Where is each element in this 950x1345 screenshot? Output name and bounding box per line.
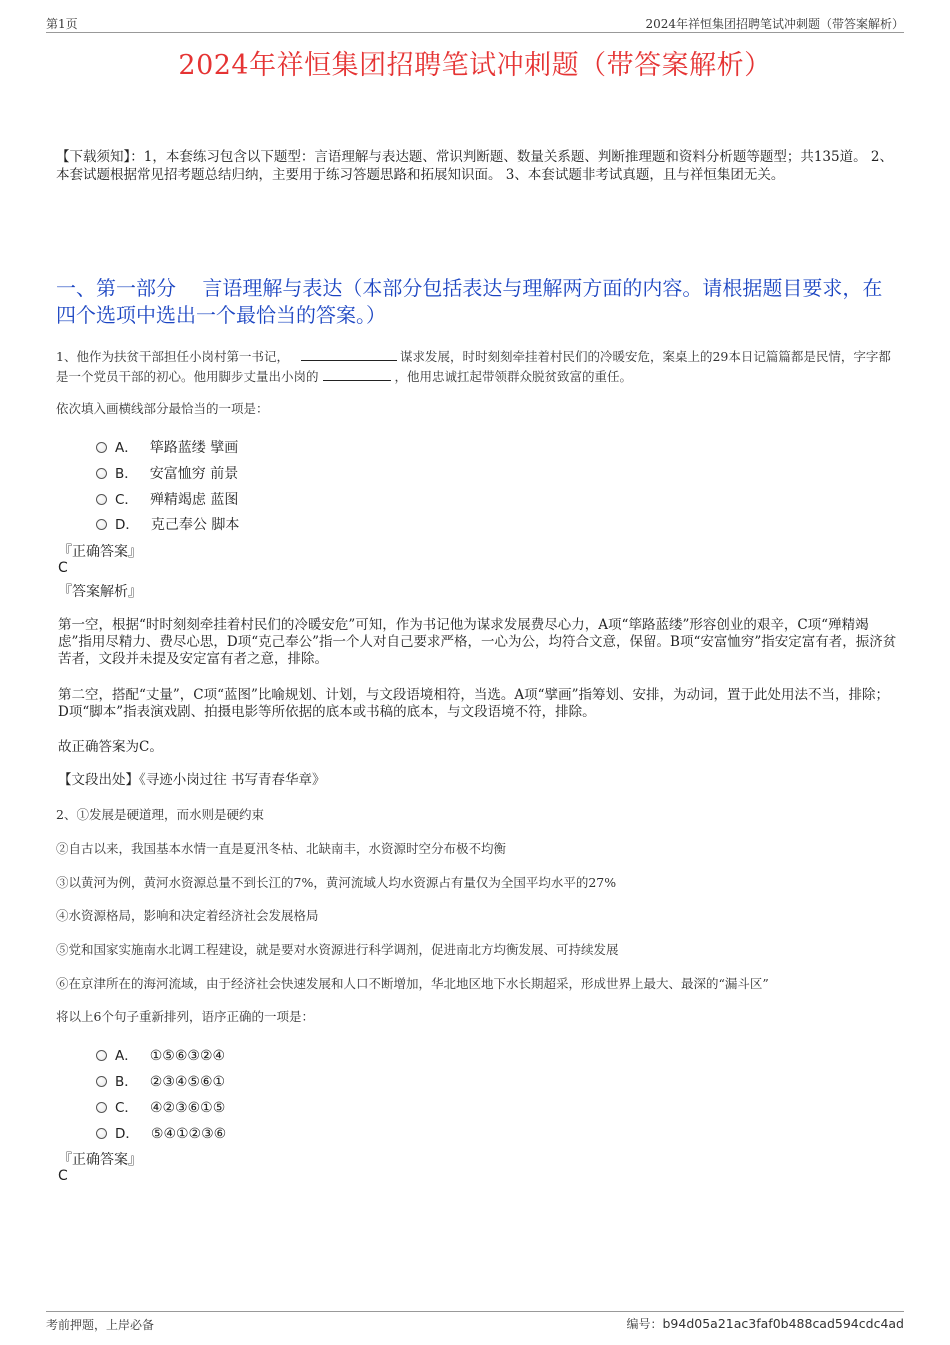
option-letter: A． xyxy=(115,440,138,456)
q1-conclusion: 故正确答案为C。 xyxy=(58,739,163,755)
q1-analysis-label: 『答案解析』 xyxy=(58,584,142,600)
option-text: ④②③⑥①⑤ xyxy=(149,1100,226,1116)
option-letter: D． xyxy=(115,517,139,533)
q1-answer-value: C xyxy=(58,560,68,576)
q1-option-d[interactable] xyxy=(96,513,239,534)
footer-code xyxy=(626,1315,904,1332)
q2-sentence-4: ④水资源格局，影响和决定着经济社会发展格局 xyxy=(56,908,319,923)
option-text: 殚精竭虑 蓝图 xyxy=(149,492,239,508)
download-notice: 【下载须知】：1，本套练习包含以下题型：言语理解与表达题、常识判断题、数量关系题、判断推理题和资料分析题等题型；共135道。 2、本套试题根据常见招考题总结归纳，主要用于练习答题思路和拓展知识面。 3、本套试题非考试真题，且与祥恒集团无关。 xyxy=(56,149,893,183)
option-letter: C． xyxy=(115,492,138,508)
option-letter: C． xyxy=(115,1100,138,1116)
option-text: ⑤④①②③⑥ xyxy=(150,1126,227,1142)
q2-sentence-6: ⑥在京津所在的海河流域，由于经济社会快速发展和人口不断增加，华北地区地下水长期超采，形成世界上最大、最深的“漏斗区” xyxy=(56,976,769,991)
footer-slogan: 考前押题，上岸必备 xyxy=(46,1318,155,1332)
q1-stem-part: 谋求发展，时时刻刻牵挂着村民们的冷暖安危，案桌上的29本日记篇篇都是民情，字字都是一个党员干部的初心。他用脚步丈量出小岗的 xyxy=(56,349,891,384)
radio-icon[interactable] xyxy=(96,1128,107,1139)
document-title: 2024年祥恒集团招聘笔试冲刺题（带答案解析） xyxy=(178,50,772,81)
radio-icon[interactable] xyxy=(96,519,107,530)
q2-option-a[interactable] xyxy=(96,1044,225,1064)
q2-sentence-5: ⑤党和国家实施南水北调工程建设，就是要对水资源进行科学调剂，促进南北方均衡发展、可持续发展 xyxy=(56,942,619,957)
q1-source: 【文段出处】《寻迹小岗过往 书写青春华章》 xyxy=(58,772,326,788)
q1-stem-part: 1、他作为扶贫干部担任小岗村第一书记， xyxy=(56,349,289,364)
q2-sentence-2: ②自古以来，我国基本水情一直是夏汛冬枯、北缺南丰，水资源时空分布极不均衡 xyxy=(56,841,507,856)
q1-answer-label: 『正确答案』 xyxy=(58,544,142,560)
q2-option-d[interactable] xyxy=(96,1122,226,1142)
section-heading: 一、第一部分 言语理解与表达（本部分包括表达与理解两方面的内容。请根据题目要求，在四个选项中选出一个最恰当的答案。） xyxy=(56,276,883,327)
header-doc-title: 2024年祥恒集团招聘笔试冲刺题（带答案解析） xyxy=(645,17,904,31)
question-1-stem xyxy=(56,347,894,387)
q2-option-c[interactable] xyxy=(96,1096,225,1116)
option-text: ②③④⑤⑥① xyxy=(149,1074,226,1090)
page-header xyxy=(46,14,904,33)
option-text: 克己奉公 脚本 xyxy=(150,517,240,533)
q1-analysis-paragraph-1: 第一空，根据“时时刻刻牵挂着村民们的冷暖安危”可知，作为书记他为谋求发展费尽心力，A项“筚路蓝缕”形容创业的艰辛，C项“殚精竭虑”指用尽精力、费尽心思，D项“克己奉公”指一个人对自己要求严格，一心为公，均符合文意，保留。B项“安富恤穷”指安定富有者，振济贫苦者，文段并未提及安定富有者之意，排除。 xyxy=(58,617,897,667)
q1-option-c[interactable] xyxy=(96,488,238,509)
footer-code-label: 编号： xyxy=(626,1317,663,1331)
radio-icon[interactable] xyxy=(96,1102,107,1113)
q1-option-a[interactable] xyxy=(96,436,238,457)
question-1-prompt: 依次填入画横线部分最恰当的一项是： xyxy=(56,401,269,416)
option-letter: A． xyxy=(115,1048,138,1064)
q2-prompt: 将以上6个句子重新排列，语序正确的一项是： xyxy=(56,1009,314,1024)
radio-icon[interactable] xyxy=(96,1076,107,1087)
fill-blank-1 xyxy=(301,348,397,361)
q2-answer-value: C xyxy=(58,1168,68,1184)
q2-sentence-3: ③以黄河为例，黄河水资源总量不到长江的7%，黄河流域人均水资源占有量仅为全国平均水平的27% xyxy=(56,875,617,890)
radio-icon[interactable] xyxy=(96,1050,107,1061)
option-letter: B． xyxy=(115,466,138,482)
page-footer xyxy=(46,1311,904,1332)
option-letter: B． xyxy=(115,1074,138,1090)
q2-option-b[interactable] xyxy=(96,1070,225,1090)
option-text: 安富恤穷 前景 xyxy=(149,466,239,482)
q2-answer-label: 『正确答案』 xyxy=(58,1152,142,1168)
option-text: ①⑤⑥③②④ xyxy=(149,1048,226,1064)
footer-code-value: b94d05a21ac3faf0b488cad594cdc4ad xyxy=(662,1316,904,1331)
radio-icon[interactable] xyxy=(96,468,107,479)
page-number: 第1页 xyxy=(46,17,78,31)
option-letter: D． xyxy=(115,1126,139,1142)
q1-stem-part: ，他用忠诚扛起带领群众脱贫致富的重任。 xyxy=(394,369,633,384)
radio-icon[interactable] xyxy=(96,494,107,505)
option-text: 筚路蓝缕 擘画 xyxy=(149,440,239,456)
q2-sentence-1: 2、①发展是硬道理，而水则是硬约束 xyxy=(56,807,264,822)
q1-option-b[interactable] xyxy=(96,462,238,483)
fill-blank-2 xyxy=(323,368,391,381)
radio-icon[interactable] xyxy=(96,442,107,453)
q1-analysis-paragraph-2: 第二空，搭配“丈量”，C项“蓝图”比喻规划、计划，与文段语境相符，当选。A项“擘画”指筹划、安排，为动词，置于此处用法不当，排除；D项“脚本”指表演戏剧、拍摄电影等所依据的底本或书稿的底本，与文段语境不符，排除。 xyxy=(58,687,889,720)
